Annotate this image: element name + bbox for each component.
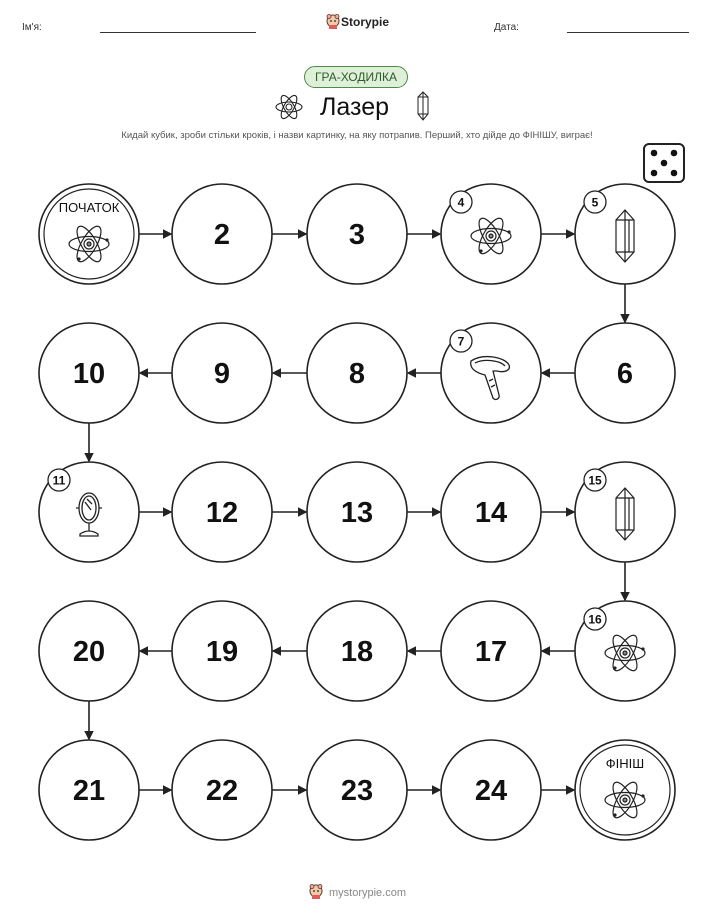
board-cell-24 xyxy=(441,740,541,840)
footer xyxy=(309,884,409,902)
cell-number: 12 xyxy=(205,497,239,529)
board-cell-13 xyxy=(307,462,407,562)
board-cell-19 xyxy=(172,601,272,701)
board-cell-3 xyxy=(307,184,407,284)
cell-number: 7 xyxy=(457,334,465,349)
board-cell-10 xyxy=(39,323,139,423)
board-cell-4 xyxy=(441,184,541,284)
cell-number: 23 xyxy=(340,775,374,807)
board-cells xyxy=(39,184,675,840)
cell-number: 22 xyxy=(205,775,239,807)
cell-number: 19 xyxy=(205,636,239,668)
finish-label: ФІНІШ xyxy=(605,756,645,771)
board-cell-6 xyxy=(575,323,675,423)
cell-number: 15 xyxy=(588,473,602,488)
cell-number: 9 xyxy=(213,358,231,390)
instructions: Кидай кубик, зроби стільки кроків, і назви картинку, на яку потрапив. Перший, хто дійде до ФІНІШУ, виграє! xyxy=(121,130,593,141)
cell-circle xyxy=(575,740,675,840)
board-cell-11 xyxy=(39,462,139,562)
cell-number: 14 xyxy=(474,497,508,529)
start-cell xyxy=(39,184,139,284)
board-cell-9 xyxy=(172,323,272,423)
cell-number: 10 xyxy=(72,358,106,390)
finish-cell xyxy=(575,740,675,840)
board-cell-22 xyxy=(172,740,272,840)
board-cell-17 xyxy=(441,601,541,701)
start-label: ПОЧАТОК xyxy=(58,200,120,215)
cell-number: 20 xyxy=(72,636,106,668)
cell-number: 8 xyxy=(348,358,366,390)
date-label: Дата: xyxy=(494,22,519,33)
cell-number: 6 xyxy=(616,358,634,390)
board-cell-7 xyxy=(441,323,541,423)
cell-number: 18 xyxy=(340,636,374,668)
board-cell-8 xyxy=(307,323,407,423)
cell-number: 2 xyxy=(213,219,231,251)
cell-number: 11 xyxy=(52,473,66,488)
board-cell-5 xyxy=(575,184,675,284)
cell-number: 17 xyxy=(474,636,508,668)
board-cell-18 xyxy=(307,601,407,701)
board-cell-21 xyxy=(39,740,139,840)
board-cell-23 xyxy=(307,740,407,840)
cell-circle xyxy=(39,184,139,284)
board-cell-14 xyxy=(441,462,541,562)
page-title: Лазер xyxy=(320,93,390,121)
cell-number: 13 xyxy=(340,497,374,529)
name-label: Ім'я: xyxy=(22,22,42,33)
board-cell-15 xyxy=(575,462,675,562)
cell-number: 4 xyxy=(457,195,465,210)
brand-name: Storypie xyxy=(341,15,390,29)
footer-url: mystorypie.com xyxy=(329,887,407,899)
cell-number: 21 xyxy=(72,775,106,807)
board-cell-20 xyxy=(39,601,139,701)
cell-number: 5 xyxy=(591,195,599,210)
board-cell-12 xyxy=(172,462,272,562)
game-type-badge: ГРА-ХОДИЛКА xyxy=(304,66,408,88)
cell-number: 16 xyxy=(588,612,602,627)
board-cell-2 xyxy=(172,184,272,284)
cell-number: 24 xyxy=(474,775,508,807)
cell-number: 3 xyxy=(348,219,366,251)
board-cell-16 xyxy=(575,601,675,701)
storypie-mascot-icon xyxy=(309,884,323,900)
